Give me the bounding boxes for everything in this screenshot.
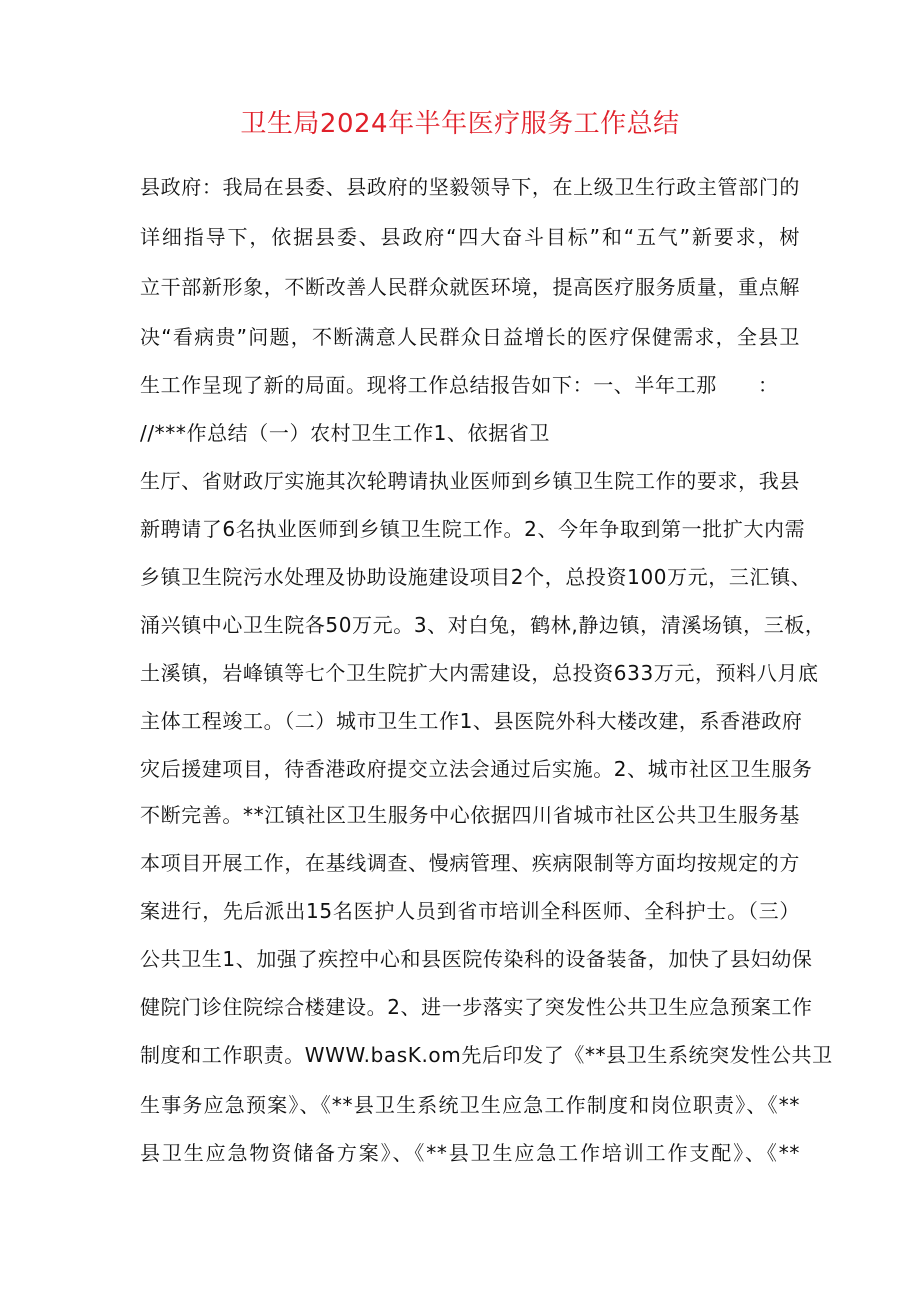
body-line-11: 土溪镇，岩峰镇等七个卫生院扩大内需建设，总投资633万元，预料八月底: [140, 661, 819, 685]
body-line-21: 县卫生应急物资储备方案》、《**县卫生应急工作培训工作支配》、《**: [140, 1141, 800, 1165]
body-line-12: 主体工程竣工。（二）城市卫生工作1、县医院外科大楼改建，系香港政府: [140, 709, 803, 733]
body-line-7: 生厅、省财政厅实施其次轮聘请执业医师到乡镇卫生院工作的要求，我县: [140, 469, 800, 493]
body-line-9: 乡镇卫生院污水处理及协助设施建设项目2个，总投资100万元，三汇镇、: [140, 565, 812, 589]
body-line-3: 立干部新形象，不断改善人民群众就医环境，提高医疗服务质量，重点解: [140, 275, 800, 299]
body-line-19: 制度和工作职责。WWW.basK.om先后印发了《**县卫生系统突发性公共卫: [140, 1043, 833, 1067]
body-line-14: 不断完善。**江镇社区卫生服务中心依据四川省城市社区公共卫生服务基: [140, 803, 800, 827]
body-line-1: 县政府：我局在县委、县政府的坚毅领导下，在上级卫生行政主管部门的: [140, 175, 800, 199]
body-line-15: 本项目开展工作，在基线调查、慢病管理、疾病限制等方面均按规定的方: [140, 851, 800, 875]
body-line-18: 健院门诊住院综合楼建设。2、进一步落实了突发性公共卫生应急预案工作: [140, 995, 813, 1019]
body-line-5: 生工作呈现了新的局面。现将工作总结报告如下：一、半年工那 ：: [140, 373, 779, 397]
body-line-6: //***作总结（一）农村卫生工作1、依据省卫: [140, 421, 551, 445]
body-line-10: 涌兴镇中心卫生院各50万元。3、对白兔，鹤林,静边镇，清溪场镇，三板，: [140, 613, 826, 637]
body-line-13: 灾后援建项目，待香港政府提交立法会通过后实施。2、城市社区卫生服务: [140, 757, 813, 781]
document-title: 卫生局2024年半年医疗服务工作总结: [240, 109, 680, 139]
body-line-8: 新聘请了6名执业医师到乡镇卫生院工作。2、今年争取到第一批扩大内需: [140, 517, 806, 541]
body-line-2: 详细指导下，依据县委、县政府“四大奋斗目标”和“五气”新要求，树: [140, 225, 800, 249]
body-line-4: 决“看病贵”问题，不断满意人民群众日益增长的医疗保健需求，全县卫: [140, 325, 800, 349]
body-line-20: 生事务应急预案》、《**县卫生系统卫生应急工作制度和岗位职责》、《**: [140, 1093, 800, 1117]
body-line-16: 案进行，先后派出15名医护人员到省市培训全科医师、全科护士。（三）: [140, 899, 800, 923]
body-line-17: 公共卫生1、加强了疾控中心和县医院传染科的设备装备，加快了县妇幼保: [140, 947, 813, 971]
